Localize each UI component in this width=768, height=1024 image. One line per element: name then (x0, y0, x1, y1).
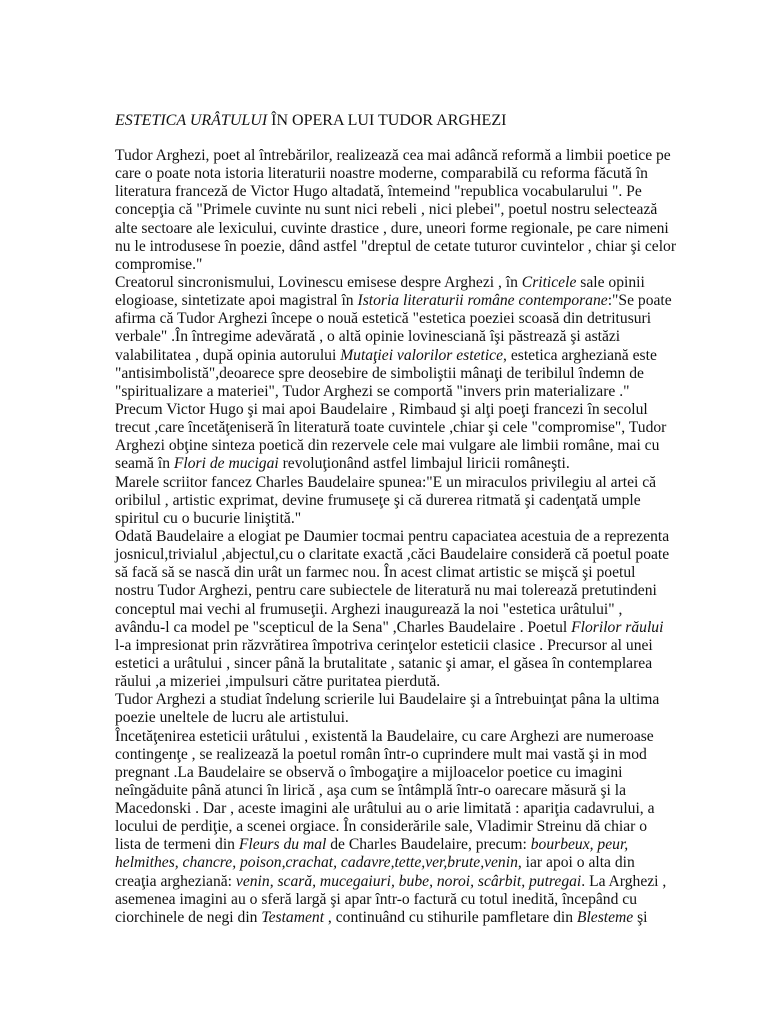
text-segment: neîngăduite până atunci în lirică , aşa cum se întâmplă într-o oarecare măsură şi la (115, 781, 627, 799)
text-segment: contingenţe , se realizează la poetul român într-o cuprindere mult mai vastă şi in mod (115, 745, 647, 763)
text-segment: , continuând cu stihurile pamfletare din (324, 908, 577, 926)
text-line (115, 891, 675, 909)
text-segment: Marele scriitor fancez Charles Baudelaire spunea:"E un miraculos privilegiu al artei că (115, 473, 657, 491)
text-line (115, 854, 675, 872)
text-line (115, 546, 675, 564)
text-line (115, 292, 675, 310)
text-segment: poezie uneltele de lucru ale artistului. (115, 709, 349, 727)
text-line (115, 601, 675, 619)
text-line (115, 582, 675, 600)
italic-text: Mutaţiei valorilor estetice (340, 346, 504, 364)
text-line (115, 492, 675, 510)
text-line (115, 655, 675, 673)
text-line (115, 764, 675, 782)
text-line (115, 746, 675, 764)
text-segment: literatura franceză de Victor Hugo altadată, întemeind "republica vocabularului ". Pe (115, 183, 642, 201)
text-line (115, 328, 675, 346)
italic-text: Flori de mucigai (173, 455, 279, 473)
text-segment: l-a impresionat prin răzvrătirea împotriva cerinţelor esteticii clasice . Precursor al unei (115, 636, 653, 654)
text-segment: nu le introdusese în poezie, dând astfel "dreptul de cetate tuturor cuvintelor , chiar şi celor (115, 237, 677, 255)
text-segment: verbale" .În întregime adevărată , o altă opinie lovinesciană îşi păstrează şi astăzi (115, 328, 621, 346)
text-line (115, 147, 675, 165)
text-segment: , iar apoi o alta din (517, 854, 635, 872)
italic-text: Blesteme (576, 908, 634, 926)
italic-text: Testament (261, 908, 325, 926)
text-segment: Tudor Arghezi a studiat îndelung scrierile lui Baudelaire şi a întrebuinţat pâna la ultima (115, 691, 660, 709)
italic-text: Florilor răului (571, 618, 664, 636)
document-title (115, 111, 506, 131)
italic-text: Istoria literaturii române contemporane (357, 292, 608, 310)
text-line (115, 183, 675, 201)
text-segment: oribilul , artistic exprimat, devine frumuseţe şi că durerea ritmată şi cadenţată umple (115, 491, 641, 509)
text-segment: estetici a urâtului , sincer până la brutalitate , satanic şi amar, el găsea în contemplarea (115, 654, 653, 672)
text-line (115, 401, 675, 419)
text-line (115, 800, 675, 818)
text-line (115, 510, 675, 528)
text-segment: trecut ,care încetăţeniseră în literatură toate cuvintele ,chiar şi cele "compromise", Tudor (115, 419, 667, 437)
text-segment: avându-l ca model pe "scepticul de la Sena" ,Charles Baudelaire . Poetul (115, 618, 572, 636)
text-segment: Creatorul sincronismului, Lovinescu emisese despre Arghezi , în (115, 273, 522, 291)
text-segment: . La Arghezi , (581, 872, 667, 890)
text-segment: spiritul cu o bucurie liniştită." (115, 509, 302, 527)
text-line (115, 728, 675, 746)
text-line (115, 220, 675, 238)
text-segment: nostru Tudor Arghezi, pentru care subiectele de literatură nu mai tolerează pretutindeni (115, 582, 657, 600)
title-italic-part: ESTETICA URÂTULUI (115, 112, 268, 129)
text-line (115, 909, 675, 927)
text-segment: compromise." (115, 255, 203, 273)
text-segment: lista de termeni din (115, 836, 239, 854)
italic-text: venin, scară, mucegaiuri, bube, noroi, scârbit, putregai (235, 872, 582, 890)
text-segment: Odată Baudelaire a elogiat pe Daumier tocmai pentru capaciatea acestuia de a reprezenta (115, 527, 670, 545)
text-line (115, 709, 675, 727)
text-line (115, 474, 675, 492)
text-segment: , estetica argheziană este (503, 346, 657, 364)
text-segment: ciorchinele de negi din (115, 908, 262, 926)
text-line (115, 564, 675, 582)
text-segment: Precum Victor Hugo şi mai apoi Baudelaire , Rimbaud şi alţi poeţi francezi în secolul (115, 400, 648, 418)
text-segment: alte sectoare ale lexicului, cuvinte drastice , dure, uneori forme regionale, pe care nimeni (115, 219, 669, 237)
text-line (115, 637, 675, 655)
text-segment: creaţia argheziană: (115, 872, 236, 890)
text-line (115, 347, 675, 365)
text-line (115, 437, 675, 455)
text-segment: locului de perdiţie, a scenei orgiace. În considerările sale, Vladimir Streinu dă chiar o (115, 818, 648, 836)
text-segment: seamă în (115, 455, 174, 473)
text-segment: şi (633, 908, 648, 926)
italic-text: Fleurs du mal (238, 836, 327, 854)
text-segment: revoluţionând astfel limbajul liricii româneşti. (278, 455, 570, 473)
italic-text: Criticele (521, 273, 577, 291)
text-line (115, 383, 675, 401)
text-segment: elogioase, sintetizate apoi magistral în (115, 292, 358, 310)
text-segment: conceptul mai vechi al frumuseţii. Arghezi inaugurează la noi "estetica urâtului" , (115, 600, 623, 618)
text-segment: Macedonski . Dar , aceste imagini ale urâtului au o arie limitată : apariţia cadavrului, a (115, 800, 655, 818)
text-line (115, 165, 675, 183)
text-line (115, 836, 675, 854)
text-segment: Arghezi obţine sinteza poetică din rezervele cele mai vulgare ale limbii române, mai cu (115, 437, 660, 455)
text-line (115, 310, 675, 328)
text-segment: valabilitatea , după opinia autorului (115, 346, 341, 364)
text-line (115, 238, 675, 256)
text-line (115, 455, 675, 473)
text-line (115, 201, 675, 219)
text-line (115, 256, 675, 274)
italic-text: bourbeux, peur, (530, 836, 629, 854)
text-segment: care o poate nota istoria literaturii noastre moderne, comparabilă cu reforma făcută în (115, 165, 648, 183)
text-segment: josnicul,trivialul ,abjectul,cu o claritate exactă ,căci Baudelaire consideră că poetul poate (115, 546, 670, 564)
text-line (115, 873, 675, 891)
text-segment: Încetăţenirea esteticii urâtului , existentă la Baudelaire, cu care Arghezi are numeroase (115, 727, 654, 745)
italic-text: helmithes, chancre, poison,crachat, cadavre,tette,ver,brute,venin (115, 854, 518, 872)
title-rest-part: ÎN OPERA LUI TUDOR ARGHEZI (267, 112, 507, 129)
text-segment: concepţia că "Primele cuvinte nu sunt nici rebeli , nici plebei", poetul nostru selectează (115, 201, 658, 219)
text-segment: "antisimbolistă",deoarece spre deosebire de simboliştii mânaţi de teribilul îndemn de (115, 364, 644, 382)
text-line (115, 419, 675, 437)
text-segment: să facă să se nască din urât un farmec nou. În acest climat artistic se mişcă şi poetul (115, 564, 636, 582)
text-segment: :"Se poate (607, 292, 672, 310)
text-segment: sale opinii (576, 273, 645, 291)
text-line (115, 782, 675, 800)
text-line (115, 619, 675, 637)
text-line (115, 691, 675, 709)
text-line (115, 818, 675, 836)
text-line (115, 365, 675, 383)
text-line (115, 528, 675, 546)
text-line (115, 673, 675, 691)
text-segment: asemenea imagini au o sferă largă şi apar într-o factură cu totul inedită, începând cu (115, 890, 638, 908)
text-segment: de Charles Baudelaire, precum: (326, 836, 531, 854)
text-line (115, 274, 675, 292)
text-segment: răului ,a mizeriei ,impulsuri către puritatea pierdută. (115, 673, 441, 691)
text-segment: afirma că Tudor Arghezi începe o nouă estetică "estetica poeziei scoasă din detritusuri (115, 310, 652, 328)
text-segment: pregnant .La Baudelaire se observă o îmbogaţire a mijloacelor poetice cu imagini (115, 763, 623, 781)
text-segment: "spiritualizare a materiei", Tudor Arghezi se comportă "invers prin materializare ." (115, 382, 630, 400)
body-text (115, 147, 675, 927)
text-segment: Tudor Arghezi, poet al întrebărilor, realizează cea mai adâncă reformă a limbii poetice pe (115, 147, 671, 164)
